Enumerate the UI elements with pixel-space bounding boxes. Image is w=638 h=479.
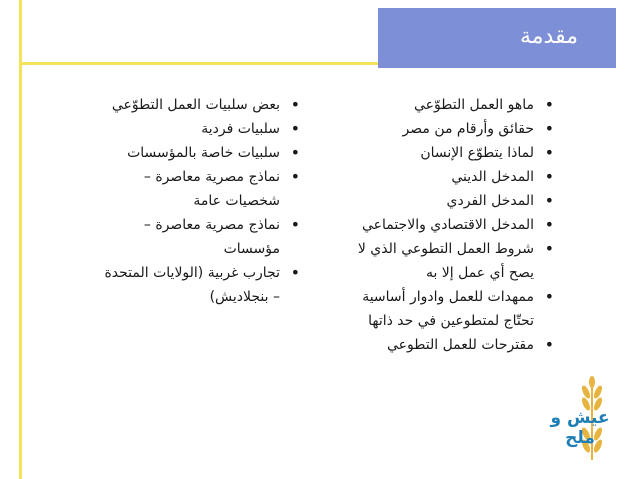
logo-text: عيش و ملح <box>550 408 610 448</box>
bullet-text: • تجارب غربية (الولايات المتحدة <box>104 265 280 281</box>
logo <box>534 372 626 464</box>
bullet-text: المدخل الفردي <box>446 193 534 209</box>
list-item <box>80 261 302 309</box>
list-item <box>318 117 556 141</box>
bullet-text: المدخل الاقتصادي والاجتماعي <box>361 217 534 233</box>
list-item <box>80 93 302 117</box>
bullet-text: سلبيات فردية <box>201 121 280 137</box>
slide-title: مقدمة <box>519 24 578 49</box>
bullet-text: • نماذج مصرية معاصرة – <box>143 217 280 233</box>
list-item <box>80 117 302 141</box>
bullet-text-continued: مؤسسات <box>223 241 280 257</box>
bullet-text: مقترحات للعمل التطوعي <box>387 337 534 353</box>
list-item <box>318 189 556 213</box>
list-item <box>318 285 556 333</box>
list-item <box>318 213 556 237</box>
accent-vertical-line <box>19 0 22 479</box>
bullet-text-continued: – بنجلاديش) <box>209 289 280 305</box>
bullet-text: لماذا يتطوّع الإنسان <box>420 145 534 161</box>
left-bullet-list <box>80 93 302 309</box>
right-bullet-list <box>318 93 556 357</box>
bullet-text: حقائق وأرقام من مصر <box>402 121 534 137</box>
bullet-text: ماهو العمل التطوّعي <box>413 97 534 113</box>
bullet-text-continued: يصح أي عمل إلا به <box>425 265 534 281</box>
list-item <box>318 141 556 165</box>
bullet-text: بعض سلبيات العمل التطوّعي <box>111 97 280 113</box>
list-item <box>318 165 556 189</box>
bullet-text: • ممهدات للعمل وادوار أساسية <box>362 289 534 305</box>
bullet-text: • نماذج مصرية معاصرة – <box>143 169 280 185</box>
bullet-text: المدخل الديني <box>451 169 534 185</box>
list-item <box>80 141 302 165</box>
list-item <box>80 213 302 261</box>
bullet-text: • شروط العمل التطوعي الذي لا <box>357 241 534 257</box>
list-item <box>80 165 302 213</box>
list-item <box>318 237 556 285</box>
bullet-text-continued: تحتّاج لمتطوعين في حد ذاتها <box>368 313 534 329</box>
accent-horizontal-line <box>22 62 378 65</box>
bullet-text-continued: شخصيات عامة <box>193 193 280 209</box>
title-bar <box>378 8 616 68</box>
list-item <box>318 333 556 357</box>
bullet-text: سلبيات خاصة بالمؤسسات <box>127 145 280 161</box>
list-item <box>318 93 556 117</box>
